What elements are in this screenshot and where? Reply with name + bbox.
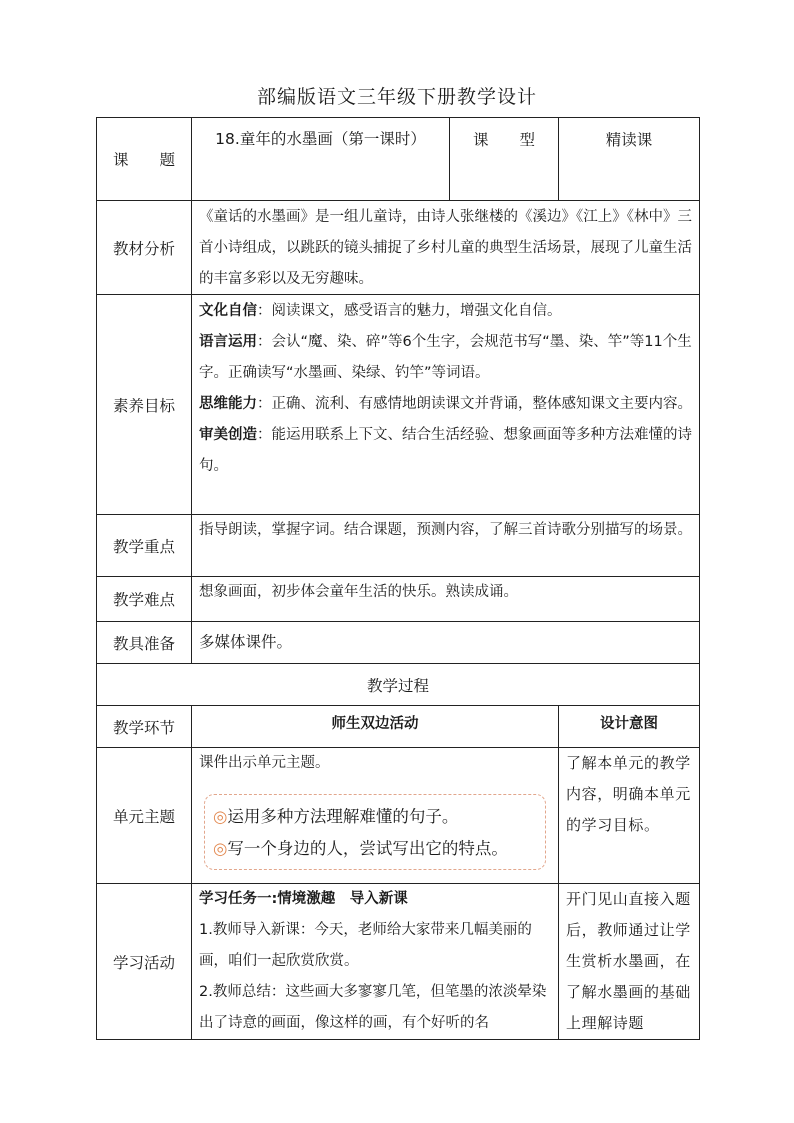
process-col-activity — [191, 705, 559, 748]
unit-theme-content-cell — [191, 747, 559, 884]
difficulties-text-cell — [191, 576, 700, 622]
goal-thinking: 思维能力：正确、流利、有感情地朗读课文并背诵，整体感知课文主要内容。 — [199, 396, 692, 412]
topic-value: 18.童年的水墨画（第一课时） — [215, 130, 426, 148]
activities-paragraph-1: 1.教师导入新课：今天，老师给大家带来几幅美丽的画，咱们一起欣赏欣赏。 — [199, 922, 532, 969]
goal-aesthetic-text: 能运用联系上下文、结合生活经验、想象画面等多种方法难懂的诗句。 — [199, 427, 692, 474]
goal-language-head: 语言运用 — [199, 334, 257, 350]
process-col-intent — [558, 705, 700, 748]
double-circle-icon: ◎ — [213, 839, 228, 858]
difficulties-label: 教学难点 — [112, 591, 175, 609]
unit-theme-bullet-1: ◎运用多种方法理解难懂的句子。 — [213, 807, 459, 826]
analysis-text: 《童话的水墨画》是一组儿童诗，由诗人张继楼的《溪边》《江上》《林中》三首小诗组成，以跳跃的镜头捕捉了乡村儿童的典型生活场景，展现了儿童生活的丰富多彩以及无穷趣味。 — [199, 209, 692, 287]
difficulties-label-cell — [96, 576, 192, 622]
goal-culture: 文化自信：阅读课文，感受语言的魅力，增强文化自信。 — [199, 303, 562, 319]
goal-language-text: 会认“魔、染、碎”等6个生字，会规范书写“墨、染、竿”等11个生字。正确读写“水墨画、染绿、钓竿”等词语。 — [199, 334, 692, 381]
lesson-plan-table — [96, 117, 700, 1040]
process-col-activity-label: 师生双边活动 — [331, 716, 419, 732]
type-value-cell — [558, 117, 700, 201]
type-label-cell — [449, 117, 559, 201]
process-col-stage-label: 教学环节 — [112, 718, 175, 737]
goal-aesthetic-head: 审美创造 — [199, 427, 257, 443]
type-value: 精读课 — [605, 131, 653, 149]
goals-label-cell — [96, 294, 192, 515]
unit-theme-intent: 了解本单元的教学内容，明确本单元的学习目标。 — [566, 754, 691, 834]
activities-label: 学习活动 — [112, 953, 175, 972]
goal-language: 语言运用：会认“魔、染、碎”等6个生字，会规范书写“墨、染、竿”等11个生字。正确读写“水墨画、染绿、钓竿”等词语。 — [199, 334, 692, 381]
goal-thinking-text: 正确、流利、有感情地朗读课文并背诵，整体感知课文主要内容。 — [271, 396, 692, 412]
goal-aesthetic: 审美创造：能运用联系上下文、结合生活经验、想象画面等多种方法难懂的诗句。 — [199, 427, 692, 474]
activities-content-cell — [191, 883, 559, 1040]
materials-label: 教具准备 — [112, 634, 175, 653]
process-title-cell — [96, 663, 700, 706]
activities-intent-cell — [558, 883, 700, 1040]
unit-theme-intent-cell — [558, 747, 700, 884]
materials-label-cell — [96, 621, 192, 664]
goals-text-cell — [191, 294, 700, 515]
key-points-label-cell — [96, 514, 192, 577]
unit-theme-label: 单元主题 — [112, 807, 175, 826]
process-title: 教学过程 — [366, 676, 429, 695]
activities-intent: 开门见山直接入题后，教师通过让学生赏析水墨画，在了解水墨画的基础上理解诗题 — [566, 890, 691, 1032]
materials-text: 多媒体课件。 — [199, 633, 293, 651]
topic-label-cell — [96, 117, 192, 201]
process-col-stage — [96, 705, 192, 748]
difficulties-text: 想象画面，初步体会童年生活的快乐。熟读成诵。 — [199, 584, 518, 600]
unit-theme-intro: 课件出示单元主题。 — [199, 755, 330, 771]
key-points-text-cell — [191, 514, 700, 577]
topic-label: 课 题 — [112, 151, 175, 169]
analysis-text-cell — [191, 200, 700, 295]
document-title: 部编版语文三年级下册教学设计 — [256, 86, 537, 108]
unit-theme-box — [204, 794, 546, 870]
type-label: 课 型 — [472, 131, 535, 149]
goals-label: 素养目标 — [112, 396, 175, 415]
topic-value-cell — [191, 117, 450, 201]
process-col-intent-label: 设计意图 — [600, 716, 658, 732]
goal-thinking-head: 思维能力 — [199, 396, 257, 412]
double-circle-icon: ◎ — [213, 807, 228, 826]
goal-culture-head: 文化自信 — [199, 303, 257, 319]
activities-task-title: 学习任务一:情境激趣 导入新课 — [199, 891, 408, 907]
analysis-label-cell — [96, 200, 192, 295]
key-points-label: 教学重点 — [112, 537, 175, 556]
activities-paragraph-2: 2.教师总结：这些画大多寥寥几笔，但笔墨的浓淡晕染出了诗意的画面，像这样的画，有个好听的名 — [199, 984, 547, 1031]
activities-label-cell — [96, 883, 192, 1040]
materials-text-cell — [191, 621, 700, 664]
unit-theme-bullet-2: ◎写一个身边的人，尝试写出它的特点。 — [213, 839, 508, 858]
key-points-text: 指导朗读，掌握字词。结合课题，预测内容，了解三首诗歌分别描写的场景。 — [199, 522, 692, 538]
unit-theme-label-cell — [96, 747, 192, 884]
goal-culture-text: 阅读课文，感受语言的魅力，增强文化自信。 — [271, 303, 562, 319]
analysis-label: 教材分析 — [112, 239, 175, 258]
